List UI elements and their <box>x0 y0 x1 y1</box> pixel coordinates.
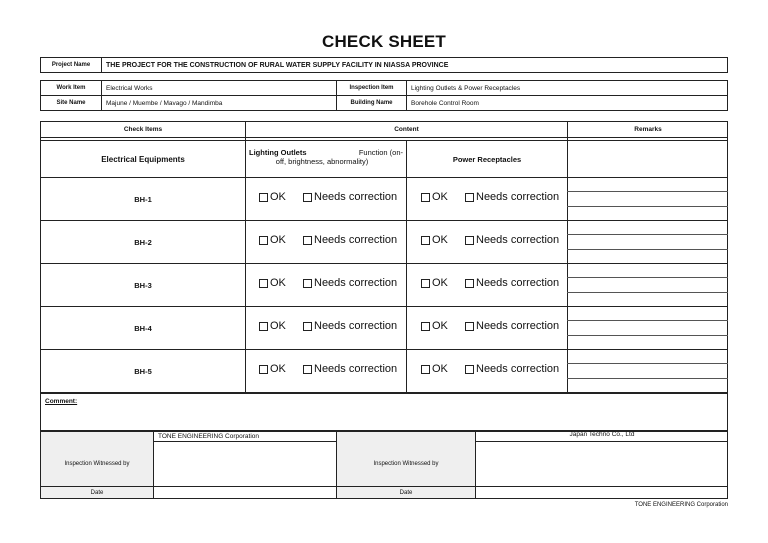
ok-label: OK <box>270 191 286 203</box>
electrical-equipments-header: Electrical Equipments <box>101 154 185 164</box>
inspection-item-value: Lighting Outlets & Power Receptacles <box>411 84 521 92</box>
row-label-bh1: BH-1 <box>134 194 152 204</box>
witness-company-right: Japan Techno Co., Ltd <box>569 430 635 438</box>
checkbox-icon[interactable] <box>303 236 312 245</box>
bh3-lighting-needs-correction-option[interactable] <box>303 277 397 289</box>
comment-label: Comment: <box>45 397 78 405</box>
bh3-power-needs-correction-option[interactable] <box>465 277 559 289</box>
ok-label: OK <box>432 277 448 289</box>
inspection-item-label: Inspection Item <box>349 85 394 91</box>
needs-correction-label: Needs correction <box>314 277 398 289</box>
work-item-value: Electrical Works <box>106 84 153 92</box>
checkbox-icon[interactable] <box>303 322 312 331</box>
ok-label: OK <box>432 191 448 203</box>
bh5-lighting-needs-correction-option[interactable] <box>303 363 397 375</box>
lighting-function-note: Function (on- <box>358 148 403 157</box>
building-name-label: Building Name <box>350 100 393 106</box>
work-item-label: Work Item <box>56 85 86 91</box>
bh3-power-ok-option[interactable] <box>421 277 448 289</box>
bh1-power-ok-option[interactable] <box>421 191 448 203</box>
bh5-lighting-ok-option[interactable] <box>259 363 286 375</box>
ok-label: OK <box>270 277 286 289</box>
building-name-value: Borehole Control Room <box>411 99 479 107</box>
signature-field-left[interactable] <box>154 442 336 486</box>
site-name-value: Majune / Muembe / Mavago / Mandimba <box>106 99 223 107</box>
checkbox-icon[interactable] <box>421 193 430 202</box>
checkbox-icon[interactable] <box>303 365 312 374</box>
ok-label: OK <box>432 363 448 375</box>
bh4-lighting-needs-correction-option[interactable] <box>303 320 397 332</box>
date-label-right: Date <box>399 489 413 496</box>
checkbox-icon[interactable] <box>259 279 268 288</box>
checkbox-icon[interactable] <box>465 193 474 202</box>
needs-correction-label: Needs correction <box>476 191 560 203</box>
bh5-power-needs-correction-option[interactable] <box>465 363 559 375</box>
checkbox-icon[interactable] <box>259 322 268 331</box>
row-label-bh4: BH-4 <box>134 323 152 333</box>
checkbox-icon[interactable] <box>421 322 430 331</box>
bh1-power-needs-correction-option[interactable] <box>465 191 559 203</box>
lighting-function-note-2: off, brightness, abnormality) <box>275 157 369 166</box>
inspection-witnessed-label-right: Inspection Witnessed by <box>373 461 439 467</box>
footer-company: TONE ENGINEERING Corporation <box>634 502 728 508</box>
bh1-lighting-ok-option[interactable] <box>259 191 286 203</box>
check-items-header: Check Items <box>123 126 163 133</box>
checkbox-icon[interactable] <box>303 193 312 202</box>
date-label-left: Date <box>90 489 104 496</box>
ok-label: OK <box>270 320 286 332</box>
witness-company-left: TONE ENGINEERING Corporation <box>158 432 260 440</box>
bh4-power-ok-option[interactable] <box>421 320 448 332</box>
needs-correction-label: Needs correction <box>476 363 560 375</box>
checkbox-icon[interactable] <box>421 279 430 288</box>
row-label-bh5: BH-5 <box>134 366 152 376</box>
needs-correction-label: Needs correction <box>314 363 398 375</box>
bh2-lighting-needs-correction-option[interactable] <box>303 234 397 246</box>
comment-area[interactable] <box>40 393 728 431</box>
content-header: Content <box>394 126 419 133</box>
checkbox-icon[interactable] <box>259 365 268 374</box>
checkbox-icon[interactable] <box>465 365 474 374</box>
lighting-outlets-header: Lighting Outlets <box>249 148 307 157</box>
checkbox-icon[interactable] <box>465 322 474 331</box>
bh3-lighting-ok-option[interactable] <box>259 277 286 289</box>
page-title: CHECK SHEET <box>321 32 447 51</box>
site-name-label: Site Name <box>56 100 86 106</box>
ok-label: OK <box>270 234 286 246</box>
checkbox-icon[interactable] <box>259 236 268 245</box>
checkbox-icon[interactable] <box>421 365 430 374</box>
signature-field-right[interactable] <box>476 442 728 486</box>
power-receptacles-header: Power Receptacles <box>452 154 522 164</box>
needs-correction-label: Needs correction <box>476 320 560 332</box>
project-name-label: Project Name <box>51 62 91 68</box>
ok-label: OK <box>432 320 448 332</box>
ok-label: OK <box>270 363 286 375</box>
bh5-power-ok-option[interactable] <box>421 363 448 375</box>
ok-label: OK <box>432 234 448 246</box>
row-label-bh2: BH-2 <box>134 237 152 247</box>
checkbox-icon[interactable] <box>465 236 474 245</box>
inspection-witnessed-label-left: Inspection Witnessed by <box>64 461 130 467</box>
bh1-lighting-needs-correction-option[interactable] <box>303 191 397 203</box>
row-label-bh3: BH-3 <box>134 280 152 290</box>
checkbox-icon[interactable] <box>421 236 430 245</box>
bh2-power-needs-correction-option[interactable] <box>465 234 559 246</box>
needs-correction-label: Needs correction <box>314 191 398 203</box>
needs-correction-label: Needs correction <box>476 234 560 246</box>
needs-correction-label: Needs correction <box>314 320 398 332</box>
bh4-power-needs-correction-option[interactable] <box>465 320 559 332</box>
checkbox-icon[interactable] <box>465 279 474 288</box>
remarks-header: Remarks <box>634 126 662 133</box>
checkbox-icon[interactable] <box>303 279 312 288</box>
checkbox-icon[interactable] <box>259 193 268 202</box>
bh2-lighting-ok-option[interactable] <box>259 234 286 246</box>
project-name-value: THE PROJECT FOR THE CONSTRUCTION OF RURAL WATER SUPPLY FACILITY IN NIASSA PROVINCE <box>106 61 449 69</box>
bh2-power-ok-option[interactable] <box>421 234 448 246</box>
bh4-lighting-ok-option[interactable] <box>259 320 286 332</box>
needs-correction-label: Needs correction <box>314 234 398 246</box>
needs-correction-label: Needs correction <box>476 277 560 289</box>
